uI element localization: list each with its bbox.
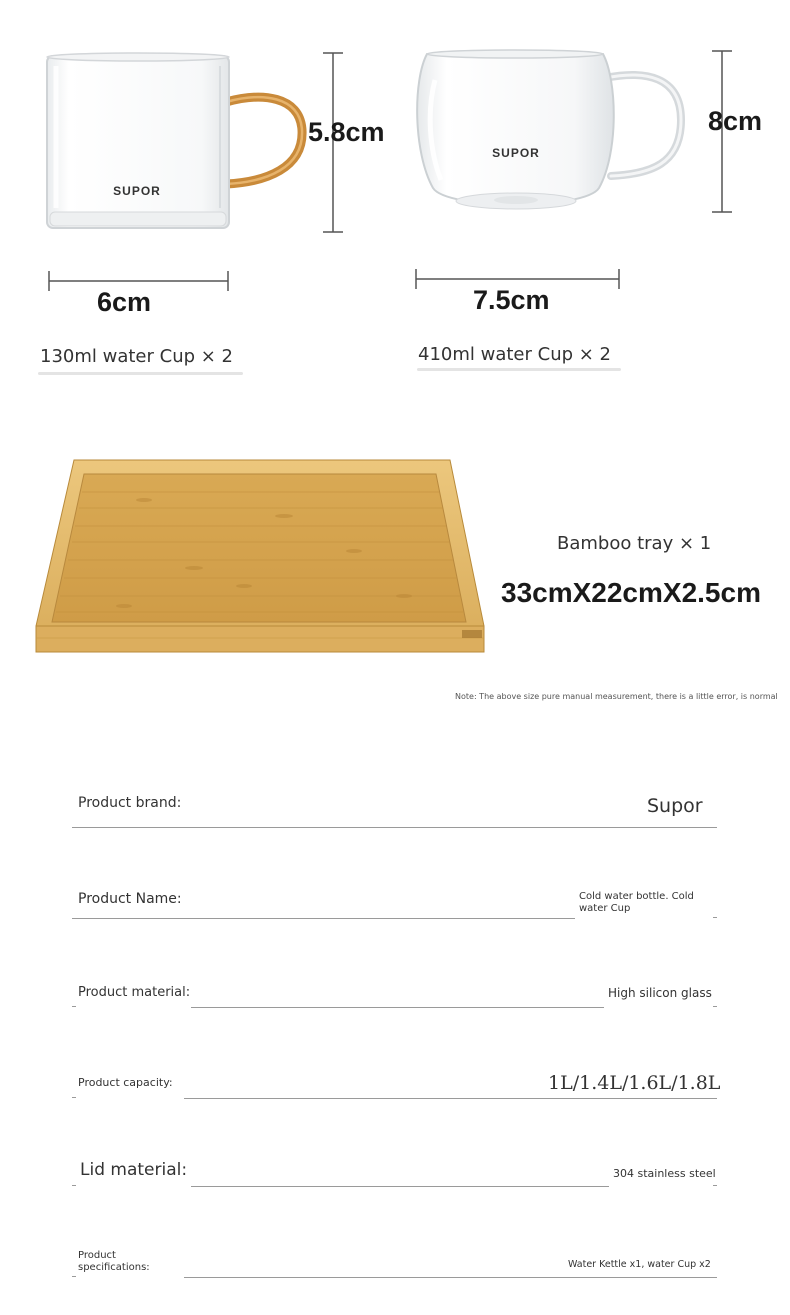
spec-name-rule	[72, 918, 575, 919]
spec-brand-rule	[72, 827, 717, 828]
large-cup-drawing	[405, 40, 695, 220]
large-cup-image	[405, 40, 695, 220]
spec-lid-tick-left	[72, 1185, 76, 1186]
spec-lid-value: 304 stainless steel	[613, 1167, 716, 1180]
small-cup-image	[30, 40, 320, 240]
spec-name-tick	[713, 917, 717, 918]
small-cup-width-label: 6cm	[97, 287, 152, 317]
measurement-note: Note: The above size pure manual measurement, there is a little error, is normal	[455, 692, 778, 701]
spec-capacity-tick	[72, 1097, 76, 1098]
small-cup-caption: 130ml water Cup × 2	[40, 346, 233, 367]
spec-brand-label: Product brand:	[78, 795, 182, 811]
spec-material-tick-right	[713, 1006, 717, 1007]
spec-specifications-value: Water Kettle x1, water Cup x2	[568, 1259, 711, 1270]
spec-name-value: Cold water bottle. Cold water Cup	[579, 891, 694, 914]
spec-capacity-label: Product capacity:	[78, 1076, 173, 1089]
large-cup-caption: 410ml water Cup × 2	[418, 344, 611, 365]
spec-lid-rule	[191, 1186, 609, 1187]
large-cup-brand-logo: SUPOR	[492, 146, 540, 160]
small-cup-height-label: 5.8cm	[308, 117, 385, 147]
small-cup-brand-logo: SUPOR	[113, 184, 161, 198]
spec-lid-tick-right	[713, 1185, 717, 1186]
tray-caption: Bamboo tray × 1	[557, 533, 712, 554]
large-cup-caption-underline	[417, 368, 621, 371]
spec-material-rule	[191, 1007, 604, 1008]
bamboo-tray-image	[34, 456, 488, 658]
spec-specifications-rule	[184, 1277, 717, 1278]
small-cup-caption-underline	[38, 372, 243, 375]
large-cup-width-label: 7.5cm	[473, 285, 550, 315]
spec-material-value: High silicon glass	[608, 986, 712, 1000]
spec-capacity-value: 1L/1.4L/1.6L/1.8L	[548, 1072, 721, 1094]
small-cup-drawing	[30, 40, 320, 240]
bamboo-tray-drawing	[34, 456, 488, 658]
spec-brand-value: Supor	[647, 795, 703, 817]
tray-size-label: 33cmX22cmX2.5cm	[501, 577, 761, 608]
spec-capacity-rule	[184, 1098, 717, 1099]
spec-material-label: Product material:	[78, 985, 191, 1000]
spec-lid-label: Lid material:	[80, 1160, 188, 1180]
spec-material-tick-left	[72, 1006, 76, 1007]
spec-name-label: Product Name:	[78, 891, 182, 907]
large-cup-height-label: 8cm	[708, 106, 763, 136]
spec-specifications-tick	[72, 1276, 76, 1277]
spec-specifications-label: Product specifications:	[78, 1250, 150, 1273]
